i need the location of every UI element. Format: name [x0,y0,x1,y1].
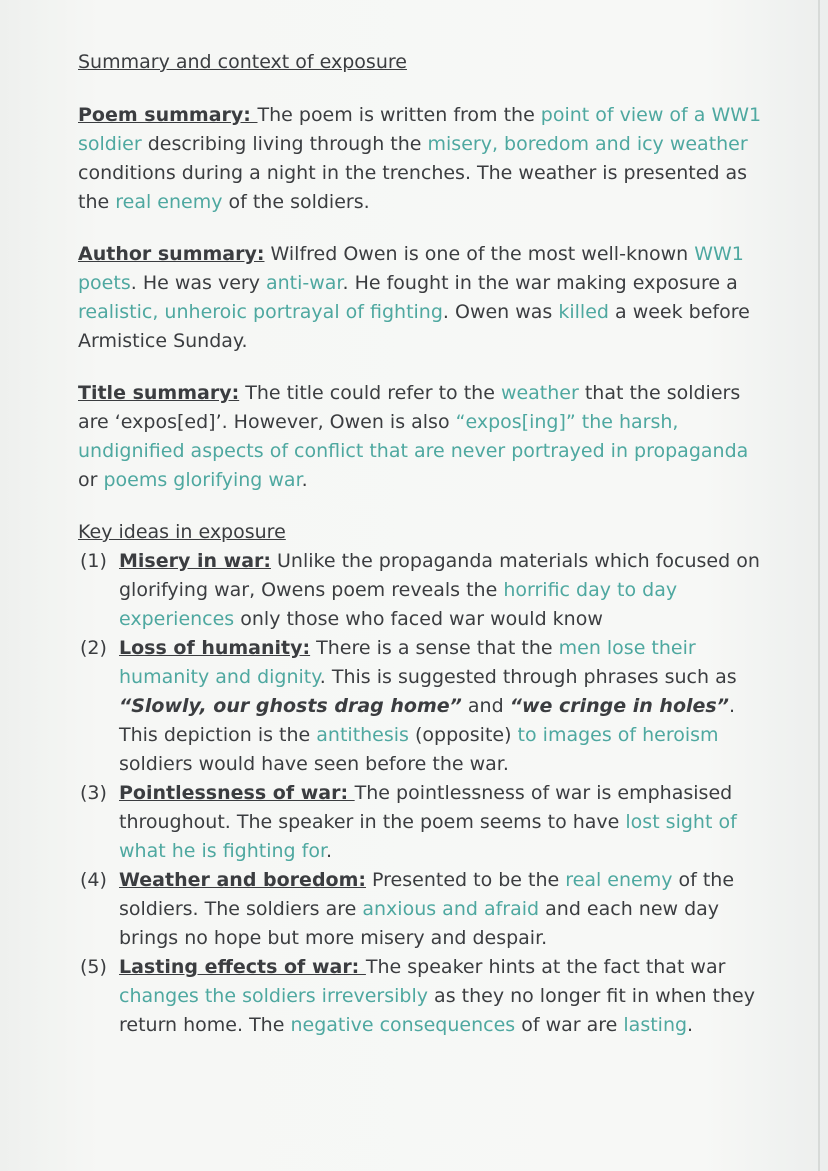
text: The speaker hints at the fact that war [365,956,726,978]
text: . He was very [130,272,266,294]
text: and each new day brings no hope but more misery and despair. [119,898,720,949]
title-summary-section [78,379,768,495]
key-ideas-title: Key ideas in exposure [78,521,286,543]
item-label: Pointlessness of war: [119,782,355,804]
highlight: changes the soldiers irreversibly [119,985,429,1007]
highlight: “expos[ing]” the harsh, undignified aspects of conflict that are never portrayed in propaganda [78,411,749,462]
highlight: lost sight of what he is fighting for [119,811,737,862]
key-idea-item [78,866,768,953]
highlight: to images of heroism [517,724,719,746]
key-ideas-section [78,518,768,1040]
document-title: Summary and context of exposure [78,51,407,73]
text: The poem is written from the [257,104,541,126]
text: The title could refer to the [239,382,501,404]
text: Wilfred Owen is one of the most well-known [264,243,695,265]
quote: “Slowly, our ghosts drag home” [119,695,462,717]
item-label: Loss of humanity: [119,637,311,659]
item-label: Weather and boredom: [119,869,366,891]
poem-summary-label: Poem summary: [78,104,258,126]
key-idea-item [78,953,768,1040]
text: . This is suggested through phrases such as [319,666,737,688]
key-idea-item [78,634,768,779]
text: . [301,469,308,491]
highlight: real enemy [115,191,223,213]
item-number: (2) [80,637,107,659]
text: of war are [515,1014,624,1036]
quote: “we cringe in holes” [509,695,729,717]
highlight: anti-war [265,272,343,294]
highlight: misery, boredom and icy weather [427,133,748,155]
text: conditions during a night in the trenches. The weather is presented as the [78,162,748,213]
highlight: horrific day to day experiences [119,579,678,630]
author-summary-label: Author summary: [78,243,265,265]
text: soldiers would have seen before the war. [119,753,509,775]
highlight: realistic, unheroic portrayal of fighting [78,301,443,323]
key-idea-item [78,547,768,634]
text: . [326,840,333,862]
highlight: lasting [623,1014,688,1036]
text: Presented to be the [366,869,566,891]
text: (opposite) [408,724,518,746]
item-number: (4) [80,869,107,891]
item-number: (3) [80,782,107,804]
text: a week before Armistice Sunday. [78,301,750,352]
highlight: anxious and afraid [362,898,540,920]
highlight: real enemy [565,869,673,891]
text: . [687,1014,694,1036]
highlight: antithesis [316,724,409,746]
text: There is a sense that the [310,637,559,659]
text: or [78,469,104,491]
text: that the soldiers are ‘expos[ed]’. However, Owen is also [78,382,741,433]
highlight: weather [500,382,579,404]
poem-summary-section [78,101,768,217]
highlight: negative consequences [290,1014,516,1036]
highlight: WW1 poets [78,243,744,294]
page-edge [818,0,820,1171]
text: . This depiction is the [119,695,735,746]
highlight: killed [558,301,609,323]
highlight: poems glorifying war [103,469,302,491]
highlight: point of view of a WW1 soldier [78,104,762,155]
text: The pointlessness of war is emphasised throughout. The speaker in the poem seems to have [119,782,733,833]
text: of the soldiers. The soldiers are [119,869,735,920]
document-body [78,48,768,1040]
item-number: (5) [80,956,107,978]
key-idea-item [78,779,768,866]
text: only those who faced war would know [234,608,603,630]
item-number: (1) [80,550,107,572]
text: of the soldiers. [222,191,370,213]
author-summary-section [78,240,768,356]
item-label: Misery in war: [119,550,271,572]
text: as they no longer fit in when they return home. The [119,985,755,1036]
highlight: men lose their humanity and dignity [119,637,696,688]
text: and [461,695,510,717]
text: . He fought in the war making exposure a [342,272,738,294]
item-label: Lasting effects of war: [119,956,366,978]
text: describing living through the [141,133,428,155]
text: . Owen was [442,301,559,323]
title-summary-label: Title summary: [78,382,240,404]
text: Unlike the propaganda materials which focused on glorifying war, Owens poem reveals the [119,550,760,601]
